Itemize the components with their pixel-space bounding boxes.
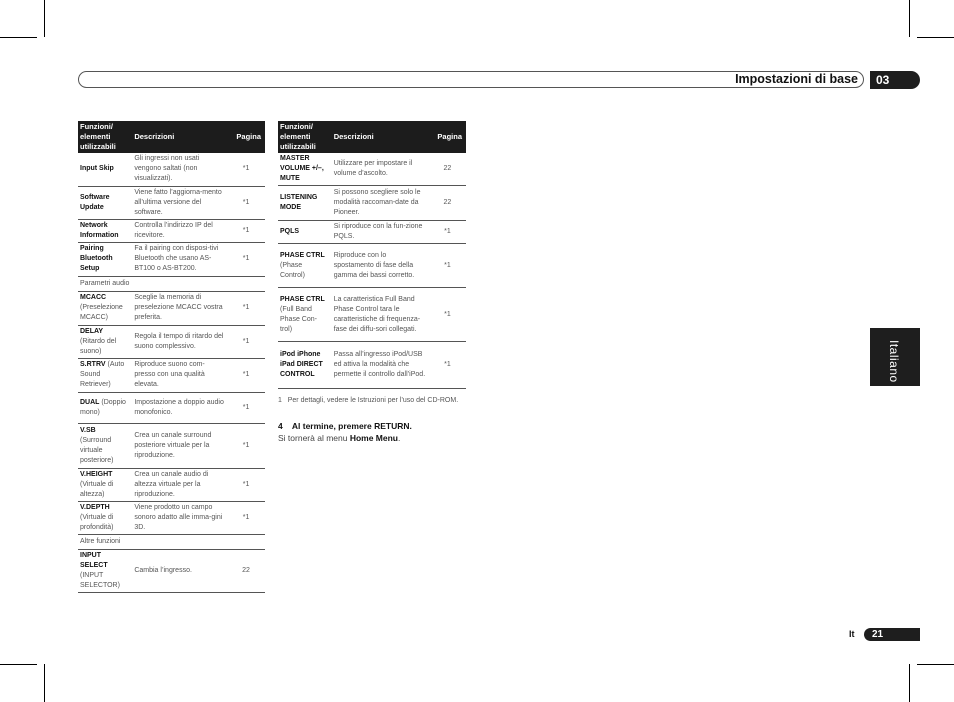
description-cell: Passa all’ingresso iPod/USB ed attiva la modalità che permette il controllo dall’iPod. xyxy=(329,342,429,389)
description-cell: Impostazione a doppio audio monofonico. xyxy=(129,392,227,423)
functions-table-left xyxy=(78,121,265,593)
description-cell: Viene fatto l’aggiorna-mento all’ultima versione del software. xyxy=(129,186,227,219)
function-subtitle: (Virtuale di altezza) xyxy=(80,480,114,498)
function-name: MASTER VOLUME +/–, MUTE xyxy=(280,155,324,182)
page-cell: *1 xyxy=(227,501,265,534)
function-subtitle: (INPUT SELECTOR) xyxy=(80,571,120,589)
function-name: Software Update xyxy=(80,193,110,211)
table-row xyxy=(78,153,265,186)
page-cell: *1 xyxy=(227,358,265,392)
function-name: iPod iPhone iPad DIRECT CONTROL xyxy=(280,351,323,378)
description-cell: Crea un canale surround posteriore virtuale per la riproduzione. xyxy=(129,423,227,468)
function-name: Pairing Bluetooth Setup xyxy=(80,245,113,272)
page-cell: *1 xyxy=(227,392,265,423)
table-row xyxy=(278,186,466,221)
page-cell: *1 xyxy=(227,186,265,219)
description-cell: Regola il tempo di ritardo del suono complessivo. xyxy=(129,325,227,358)
function-subtitle: (Full Band Phase Con-trol) xyxy=(280,305,317,333)
function-name: LISTENING MODE xyxy=(280,194,318,211)
description-cell: Si riproduce con la fun-zione PQLS. xyxy=(329,221,429,244)
page-cell: *1 xyxy=(429,244,466,288)
function-subtitle: (Phase Control) xyxy=(280,261,305,279)
function-name: Network Information xyxy=(80,221,119,239)
description-cell: Utilizzare per impostare il volume d’ascolto. xyxy=(329,153,429,186)
function-name-cell xyxy=(78,423,129,468)
step-body-end: . xyxy=(398,433,401,443)
function-name: PQLS xyxy=(280,228,300,235)
table-row xyxy=(278,342,466,389)
function-name-cell xyxy=(78,325,129,358)
section-label: Parametri audio xyxy=(78,276,265,291)
table-row xyxy=(78,358,265,392)
table-row xyxy=(78,501,265,534)
page-cell: *1 xyxy=(227,291,265,325)
page-cell: *1 xyxy=(227,468,265,501)
chapter-number: 03 xyxy=(870,71,920,89)
column-header-page: Pagina xyxy=(227,121,265,153)
step-body-text: Si tornerà al menu xyxy=(278,433,350,443)
function-name: V.DEPTH xyxy=(80,503,110,511)
description-cell: Riproduce suono com-presso con una qualità elevata. xyxy=(129,358,227,392)
page-cell: *1 xyxy=(227,325,265,358)
function-name-cell xyxy=(78,242,129,276)
page-cell: *1 xyxy=(227,423,265,468)
function-name: INPUT SELECT xyxy=(80,551,108,569)
function-name-cell xyxy=(78,291,129,325)
description-cell: Cambia l’ingresso. xyxy=(129,549,227,592)
table-row xyxy=(278,288,466,342)
function-name-cell xyxy=(278,221,329,244)
page-cell: 22 xyxy=(429,186,466,221)
step-number: 4 xyxy=(278,421,283,431)
page-cell: *1 xyxy=(227,242,265,276)
crop-mark xyxy=(917,37,954,38)
function-name: PHASE CTRL xyxy=(280,251,325,259)
function-name: PHASE CTRL xyxy=(280,295,325,303)
function-subtitle: (Auto Sound Retriever) xyxy=(80,361,125,388)
table-section-row xyxy=(78,276,265,291)
function-name-cell xyxy=(78,468,129,501)
table-header-row xyxy=(78,121,265,153)
function-name: S.RTRV xyxy=(80,361,106,368)
function-name: V.SB xyxy=(80,426,96,434)
description-cell: La caratteristica Full Band Phase Control tara le caratteristiche di frequenza-fase dei diffu-sori collegati. xyxy=(329,288,429,342)
function-name-cell xyxy=(78,358,129,392)
function-name: V.HEIGHT xyxy=(80,470,113,478)
language-label: Italiano xyxy=(887,340,901,383)
crop-mark xyxy=(0,37,37,38)
function-name: DELAY xyxy=(80,327,104,335)
description-cell: Fa il pairing con disposi-tivi Bluetooth che usano AS-BT100 o AS-BT200. xyxy=(129,242,227,276)
description-cell: Viene prodotto un campo sonoro adatto alle imma-gini 3D. xyxy=(129,501,227,534)
table-row xyxy=(278,244,466,288)
table-row xyxy=(278,221,466,244)
column-header-functions: Funzioni/ elementi utilizzabili xyxy=(278,121,329,153)
description-cell: Sceglie la memoria di preselezione MCACC vostra preferita. xyxy=(129,291,227,325)
function-name-cell xyxy=(278,153,329,186)
function-name: MCACC xyxy=(80,294,107,301)
table-section-row xyxy=(78,534,265,549)
page-cell: *1 xyxy=(227,153,265,186)
table-row xyxy=(78,291,265,325)
description-cell: Controlla l’indirizzo IP del ricevitore. xyxy=(129,219,227,242)
description-cell: Crea un canale audio di altezza virtuale per la riproduzione. xyxy=(129,468,227,501)
crop-mark xyxy=(44,664,45,702)
step-title: Al termine, premere RETURN. xyxy=(291,421,412,431)
column-header-descriptions: Descrizioni xyxy=(129,121,227,153)
crop-mark xyxy=(0,664,37,665)
function-name-cell xyxy=(78,501,129,534)
footnote-text: Per dettagli, vedere le Istruzioni per l’uso del CD-ROM. xyxy=(287,397,459,404)
page-cell: *1 xyxy=(429,342,466,389)
column-header-descriptions: Descrizioni xyxy=(329,121,429,153)
description-cell: Riproduce con lo spostamento di fase della gamma dei bassi corretto. xyxy=(329,244,429,288)
page-cell: 22 xyxy=(227,549,265,592)
crop-mark xyxy=(909,664,910,702)
crop-mark xyxy=(44,0,45,37)
function-subtitle: (Preselezione MCACC) xyxy=(80,304,123,321)
function-name-cell xyxy=(78,153,129,186)
table-row xyxy=(278,153,466,186)
page-cell: *1 xyxy=(429,221,466,244)
function-subtitle: (Doppio mono) xyxy=(80,398,126,416)
crop-mark xyxy=(917,664,954,665)
function-subtitle: (Surround virtuale posteriore) xyxy=(80,436,114,464)
function-subtitle: (Virtuale di profondità) xyxy=(80,513,114,531)
function-subtitle: (Ritardo del suono) xyxy=(80,337,117,355)
description-cell: Si possono scegliere solo le modalità raccoman-date da Pioneer. xyxy=(329,186,429,221)
table-row xyxy=(78,392,265,423)
function-name-cell xyxy=(278,288,329,342)
function-name-cell xyxy=(78,219,129,242)
table-row xyxy=(78,219,265,242)
function-name-cell xyxy=(278,244,329,288)
table-row xyxy=(78,186,265,219)
crop-mark xyxy=(909,0,910,37)
footnote-mark: 1 xyxy=(278,397,282,404)
page-language: It xyxy=(849,629,855,639)
function-name-cell xyxy=(78,186,129,219)
section-label: Altre funzioni xyxy=(78,534,265,549)
function-name-cell xyxy=(78,549,129,592)
page-number: 21 xyxy=(872,629,884,640)
page-cell: *1 xyxy=(227,219,265,242)
footnote xyxy=(278,396,464,406)
step-body-bold: Home Menu xyxy=(349,433,398,443)
function-name-cell xyxy=(78,392,129,423)
description-cell: Gli ingressi non usati vengono saltati (non visualizzati). xyxy=(129,153,227,186)
step-body xyxy=(278,433,400,443)
language-tab xyxy=(870,328,920,386)
function-name-cell xyxy=(278,186,329,221)
table-header-row xyxy=(278,121,466,153)
column-header-page: Pagina xyxy=(429,121,466,153)
table-row xyxy=(78,423,265,468)
step-heading xyxy=(278,421,412,431)
table-row xyxy=(78,549,265,592)
page-title: Impostazioni di base xyxy=(735,72,858,86)
page-cell: *1 xyxy=(429,288,466,342)
page-cell: 22 xyxy=(429,153,466,186)
function-name: Input Skip xyxy=(80,165,114,173)
column-header-functions: Funzioni/ elementi utilizzabili xyxy=(78,121,129,153)
function-name-cell xyxy=(278,342,329,389)
functions-table-right xyxy=(278,121,466,389)
table-row xyxy=(78,242,265,276)
function-name: DUAL xyxy=(80,398,100,406)
table-row xyxy=(78,325,265,358)
table-row xyxy=(78,468,265,501)
